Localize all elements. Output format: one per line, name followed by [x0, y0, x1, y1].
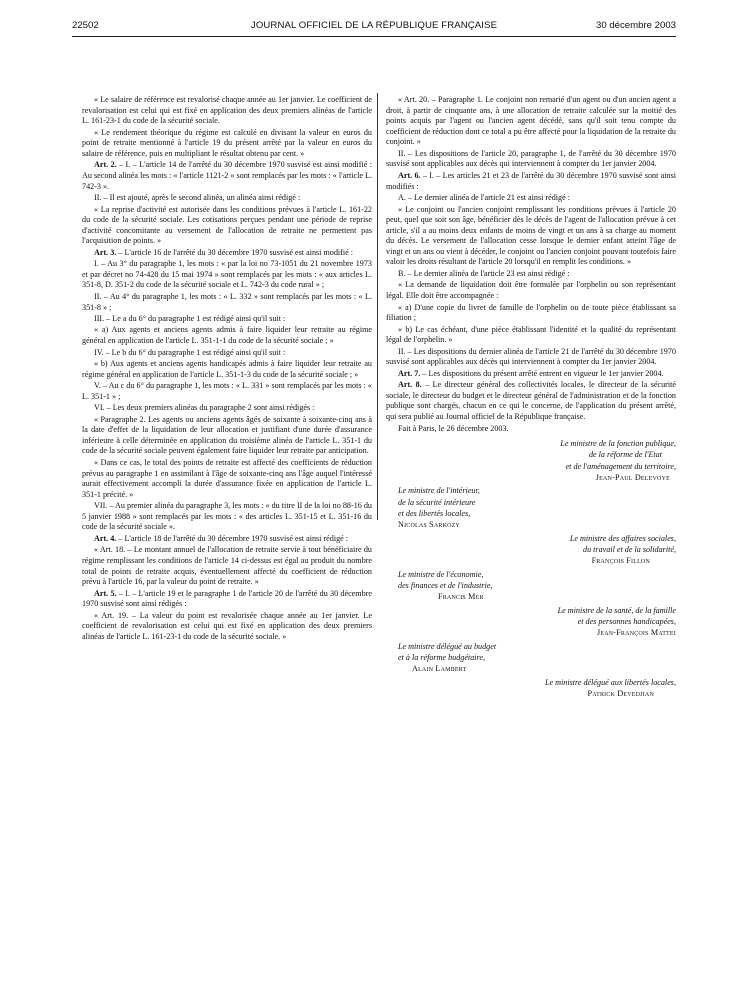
signature-block — [386, 439, 676, 699]
signatory-name: Francis Mer — [438, 592, 484, 602]
article-label: Art. 5. — [94, 588, 117, 598]
paragraph: « La reprise d'activité est autorisée dans les conditions prévues à l'article L. 161-22 du code de la sécurité sociale. Les cotisations perçues pendant une période de reprise d'activité concomitante au versement de l'allocation de retraite ne permettent pas l'acquisition de points. » — [82, 204, 372, 246]
signatory-name: Jean-Paul Delevoye — [595, 472, 670, 482]
signature-budget: Le ministre délégué au budget et à la réforme budgétaire, Alain Lambert — [386, 642, 676, 675]
left-column — [82, 95, 372, 643]
right-column — [386, 95, 676, 700]
paragraph: III. – Le a du 6° du paragraphe 1 est rédigé ainsi qu'il suit : — [94, 314, 286, 323]
paragraph: VI. – Les deux premiers alinéas du paragraphe 2 sont ainsi rédigés : — [94, 403, 315, 413]
paragraph: « Art. 18. – Le montant annuel de l'allocation de retraite servie à tout bénéficiaire du régime remplissant les conditions de l'article 14 ci-dessus est égal au produit du nombre total de points de retraite acquis, éventuellement affecté du coefficient de réduction prévu à l'article 16, par la valeur du point de retraite. » — [82, 545, 372, 587]
paragraph: « Dans ce cas, le total des points de retraite est affecté des coefficients de réduction prévus au paragraphe 1 en assimilant à l'âge de soixante-cinq ans l'âge auquel l'intéressé aurait effectivement accompli la durée d'assurance fixée en application de l'article L. 351-1 précité. » — [82, 457, 372, 499]
paragraph: « Le salaire de référence est revalorisé chaque année au 1er janvier. Le coefficient de revalorisation est celui qui est fixé en application des deux premiers alinéas de l'article L. 161-23-1 du code de la sécurité sociale. — [82, 95, 372, 126]
publication-date: 30 décembre 2003 — [595, 20, 676, 31]
signatory-name: Jean-François Mattei — [597, 628, 676, 638]
signature-affaires-sociales: Le ministre des affaires sociales, du travail et de la solidarité, François Fillon — [386, 534, 676, 567]
paragraph: « Art. 19. – La valeur du point est revalorisée chaque année au 1er janvier. Le coefficient de revalorisation est celui qui est fixé en application des deux premiers alinéas de l'article L. 161-23-1 du code de la sécurité sociale. » — [82, 610, 372, 641]
signing-place-date: Fait à Paris, le 26 décembre 2003. — [398, 423, 509, 433]
article-4: Art. 4. – L'article 18 de l'arrêté du 30 décembre 1970 susvisé est ainsi rédigé : — [94, 533, 349, 543]
column-divider — [377, 93, 378, 520]
article-2: Art. 2. – I. – L'article 14 de l'arrêté du 30 décembre 1970 susvisé est ainsi modifié : Au second alinéa les mots : « l'article 1121-2 » sont remplacés par les mots : « l'article L. 742-3 ». — [82, 160, 372, 191]
signature-libertes-locales: Le ministre délégué aux libertés locales, Patrick Devedjian — [386, 678, 676, 700]
signature-economie: Le ministre de l'économie, des finances et de l'industrie, Francis Mer — [386, 570, 676, 603]
paragraph: « a) Aux agents et anciens agents admis à faire liquider leur retraite au régime général en application de l'article L. 351-1-1 du code de la sécurité sociale ; » — [82, 325, 372, 346]
paragraph: I. – Au 3° du paragraphe 1, les mots : « par la loi no 73-1051 du 21 novembre 1973 et par décret no 74-428 du 15 mai 1974 » sont remplacés par les mots : « aux articles L. 351-8, D. 351-2 du code de la sécurité sociale et L. 742-3 du code rural » ; — [82, 259, 372, 290]
paragraph: « La demande de liquidation doit être formulée par l'orphelin ou son représentant légal. Elle doit être accompagnée : — [386, 280, 676, 301]
paragraph: « Le conjoint ou l'ancien conjoint remplissant les conditions prévues à l'article 20 peut, quel que soit son âge, bénéficier dès le décès de l'agent de l'allocation prévue à cet article, s'il a au moins deux enfants de moins de vingt et un ans à sa charge au moment du décès. Le versement de l'allocation cesse lorsque le dernier enfant atteint l'âge de vingt et un ans ou vient à décéder, le conjoint ou l'ancien conjoint pouvant toutefois faire valoir les droits résultant de l'article 20 lorsqu'il en remplit les conditions. » — [386, 204, 676, 267]
article-label: Art. 3. — [94, 247, 117, 257]
paragraph: IV. – Le b du 6° du paragraphe 1 est rédigé ainsi qu'il suit : — [94, 347, 286, 357]
paragraph: VII. – Au premier alinéa du paragraphe 3, les mots : « du titre II de la loi no 88-16 du 5 janvier 1988 » sont remplacés par les mots : « des articles L. 351-15 et L. 351-16 du code de la sécurité sociale ». — [82, 501, 372, 532]
article-label: Art. 6. — [398, 170, 421, 180]
signatory-name: François Fillon — [591, 556, 650, 566]
page-number: 22502 — [72, 20, 99, 31]
article-label: Art. 7. — [398, 368, 421, 378]
paragraph: II. – Les dispositions du dernier alinéa de l'article 21 de l'arrêté du 30 décembre 1970 susvisé sont applicables aux décès qui interviennent à compter du 1er janvier 2004. — [386, 346, 676, 367]
header-rule — [72, 36, 676, 37]
article-label: Art. 8. — [398, 380, 422, 390]
article-7: Art. 7. – Les dispositions du présent arrêté entrent en vigueur le 1er janvier 2004. — [398, 368, 664, 378]
signature-sante: Le ministre de la santé, de la famille et des personnes handicapées, Jean-François Mattei — [386, 606, 676, 639]
paragraph: V. – Au c du 6° du paragraphe 1, les mots : « L. 331 » sont remplacés par les mots : « L. 351-1 » ; — [82, 381, 372, 401]
article-6: Art. 6. – I. – Les articles 21 et 23 de l'arrêté du 30 décembre 1970 susvisé sont ainsi modifiés : — [386, 170, 676, 191]
signature-fonction-publique: Le ministre de la fonction publique, de la réforme de l'Etat et de l'aménagement du territoire, Jean-Paul Delevoye — [386, 439, 676, 483]
signatory-name: Alain Lambert — [412, 664, 467, 674]
paragraph: « Paragraphe 2. Les agents ou anciens agents âgés de soixante à soixante-cinq ans à la date d'effet de la liquidation de leur allocation et justifiant d'une durée d'assurance inférieure à celle déterminée en application du troisième alinéa de l'article L. 351-1 du code de la sécurité sociale peuvent également faire liquider leur retraite par anticipation. — [82, 414, 372, 456]
page-header — [72, 20, 676, 34]
signature-interieur: Le ministre de l'intérieur, de la sécurité intérieure et des libertés locales, Nicolas Sarkozy — [386, 486, 676, 530]
signatory-name: Patrick Devedjian — [587, 688, 654, 698]
paragraph: « Le rendement théorique du régime est calculé en divisant la valeur en euros du point de retraite mentionné à l'article 19 du présent arrêté par la valeur en euros du salaire de référence, puis en multipliant le résultat obtenu par cent. » — [82, 127, 372, 158]
paragraph: « Art. 20. – Paragraphe 1. Le conjoint non remarié d'un agent ou d'un ancien agent a droit, à partir de cinquante ans, à une allocation de retraite calculée sur la moitié des points acquis par l'agent ou l'ancien agent décédé, sans qu'il soit tenu compte du coefficient de réduction dont ce total a pu être affecté pour la liquidation de la retraite du conjoint. » — [386, 95, 676, 147]
paragraph: II. – Il est ajouté, après le second alinéa, un alinéa ainsi rédigé : — [94, 193, 301, 203]
article-5: Art. 5. – I. – L'article 19 et le paragraphe 1 de l'article 20 de l'arrêté du 30 décembre 1970 susvisé sont ainsi rédigés : — [82, 588, 372, 609]
paragraph: « a) D'une copie du livret de famille de l'orphelin ou de toute pièce établissant sa filiation ; — [386, 302, 676, 323]
paragraph: II. – Les dispositions de l'article 20, paragraphe 1, de l'arrêté du 30 décembre 1970 susvisé sont applicables aux décès qui interviennent à compter du 1er janvier 2004. — [386, 148, 676, 169]
paragraph: « b) Aux agents et anciens agents handicapés admis à faire liquider leur retraite au régime général en application de l'article L. 351-1-3 du code de la sécurité sociale ; » — [82, 359, 372, 379]
journal-title: JOURNAL OFFICIEL DE LA RÉPUBLIQUE FRANÇAISE — [250, 20, 498, 31]
article-3: Art. 3. – L'article 16 de l'arrêté du 30 décembre 1970 susvisé est ainsi modifié : — [94, 247, 354, 257]
signatory-name: Nicolas Sarkozy — [398, 520, 461, 530]
article-8: Art. 8. – Le directeur général des collectivités locales, le directeur de la sécurité sociale, le directeur du budget et le directeur général de l'administration et de la fonction publique sont chargés, chacun en ce qui le concerne, de l'application du présent arrêté, qui sera publié au Journal officiel de la République française. — [386, 380, 676, 422]
article-label: Art. 4. — [94, 533, 117, 543]
article-label: Art. 2. — [94, 160, 117, 170]
paragraph: B. – Le dernier alinéa de l'article 23 est ainsi rédigé : — [398, 268, 570, 278]
paragraph: « b) Le cas échéant, d'une pièce établissant l'identité et la qualité du représentant légal de l'orphelin. » — [386, 324, 676, 345]
paragraph: A. – Le dernier alinéa de l'article 21 est ainsi rédigé : — [398, 193, 571, 203]
paragraph: II. – Au 4° du paragraphe 1, les mots : « L. 332 » sont remplacés par les mots : « L. 351-8 » ; — [82, 291, 372, 312]
